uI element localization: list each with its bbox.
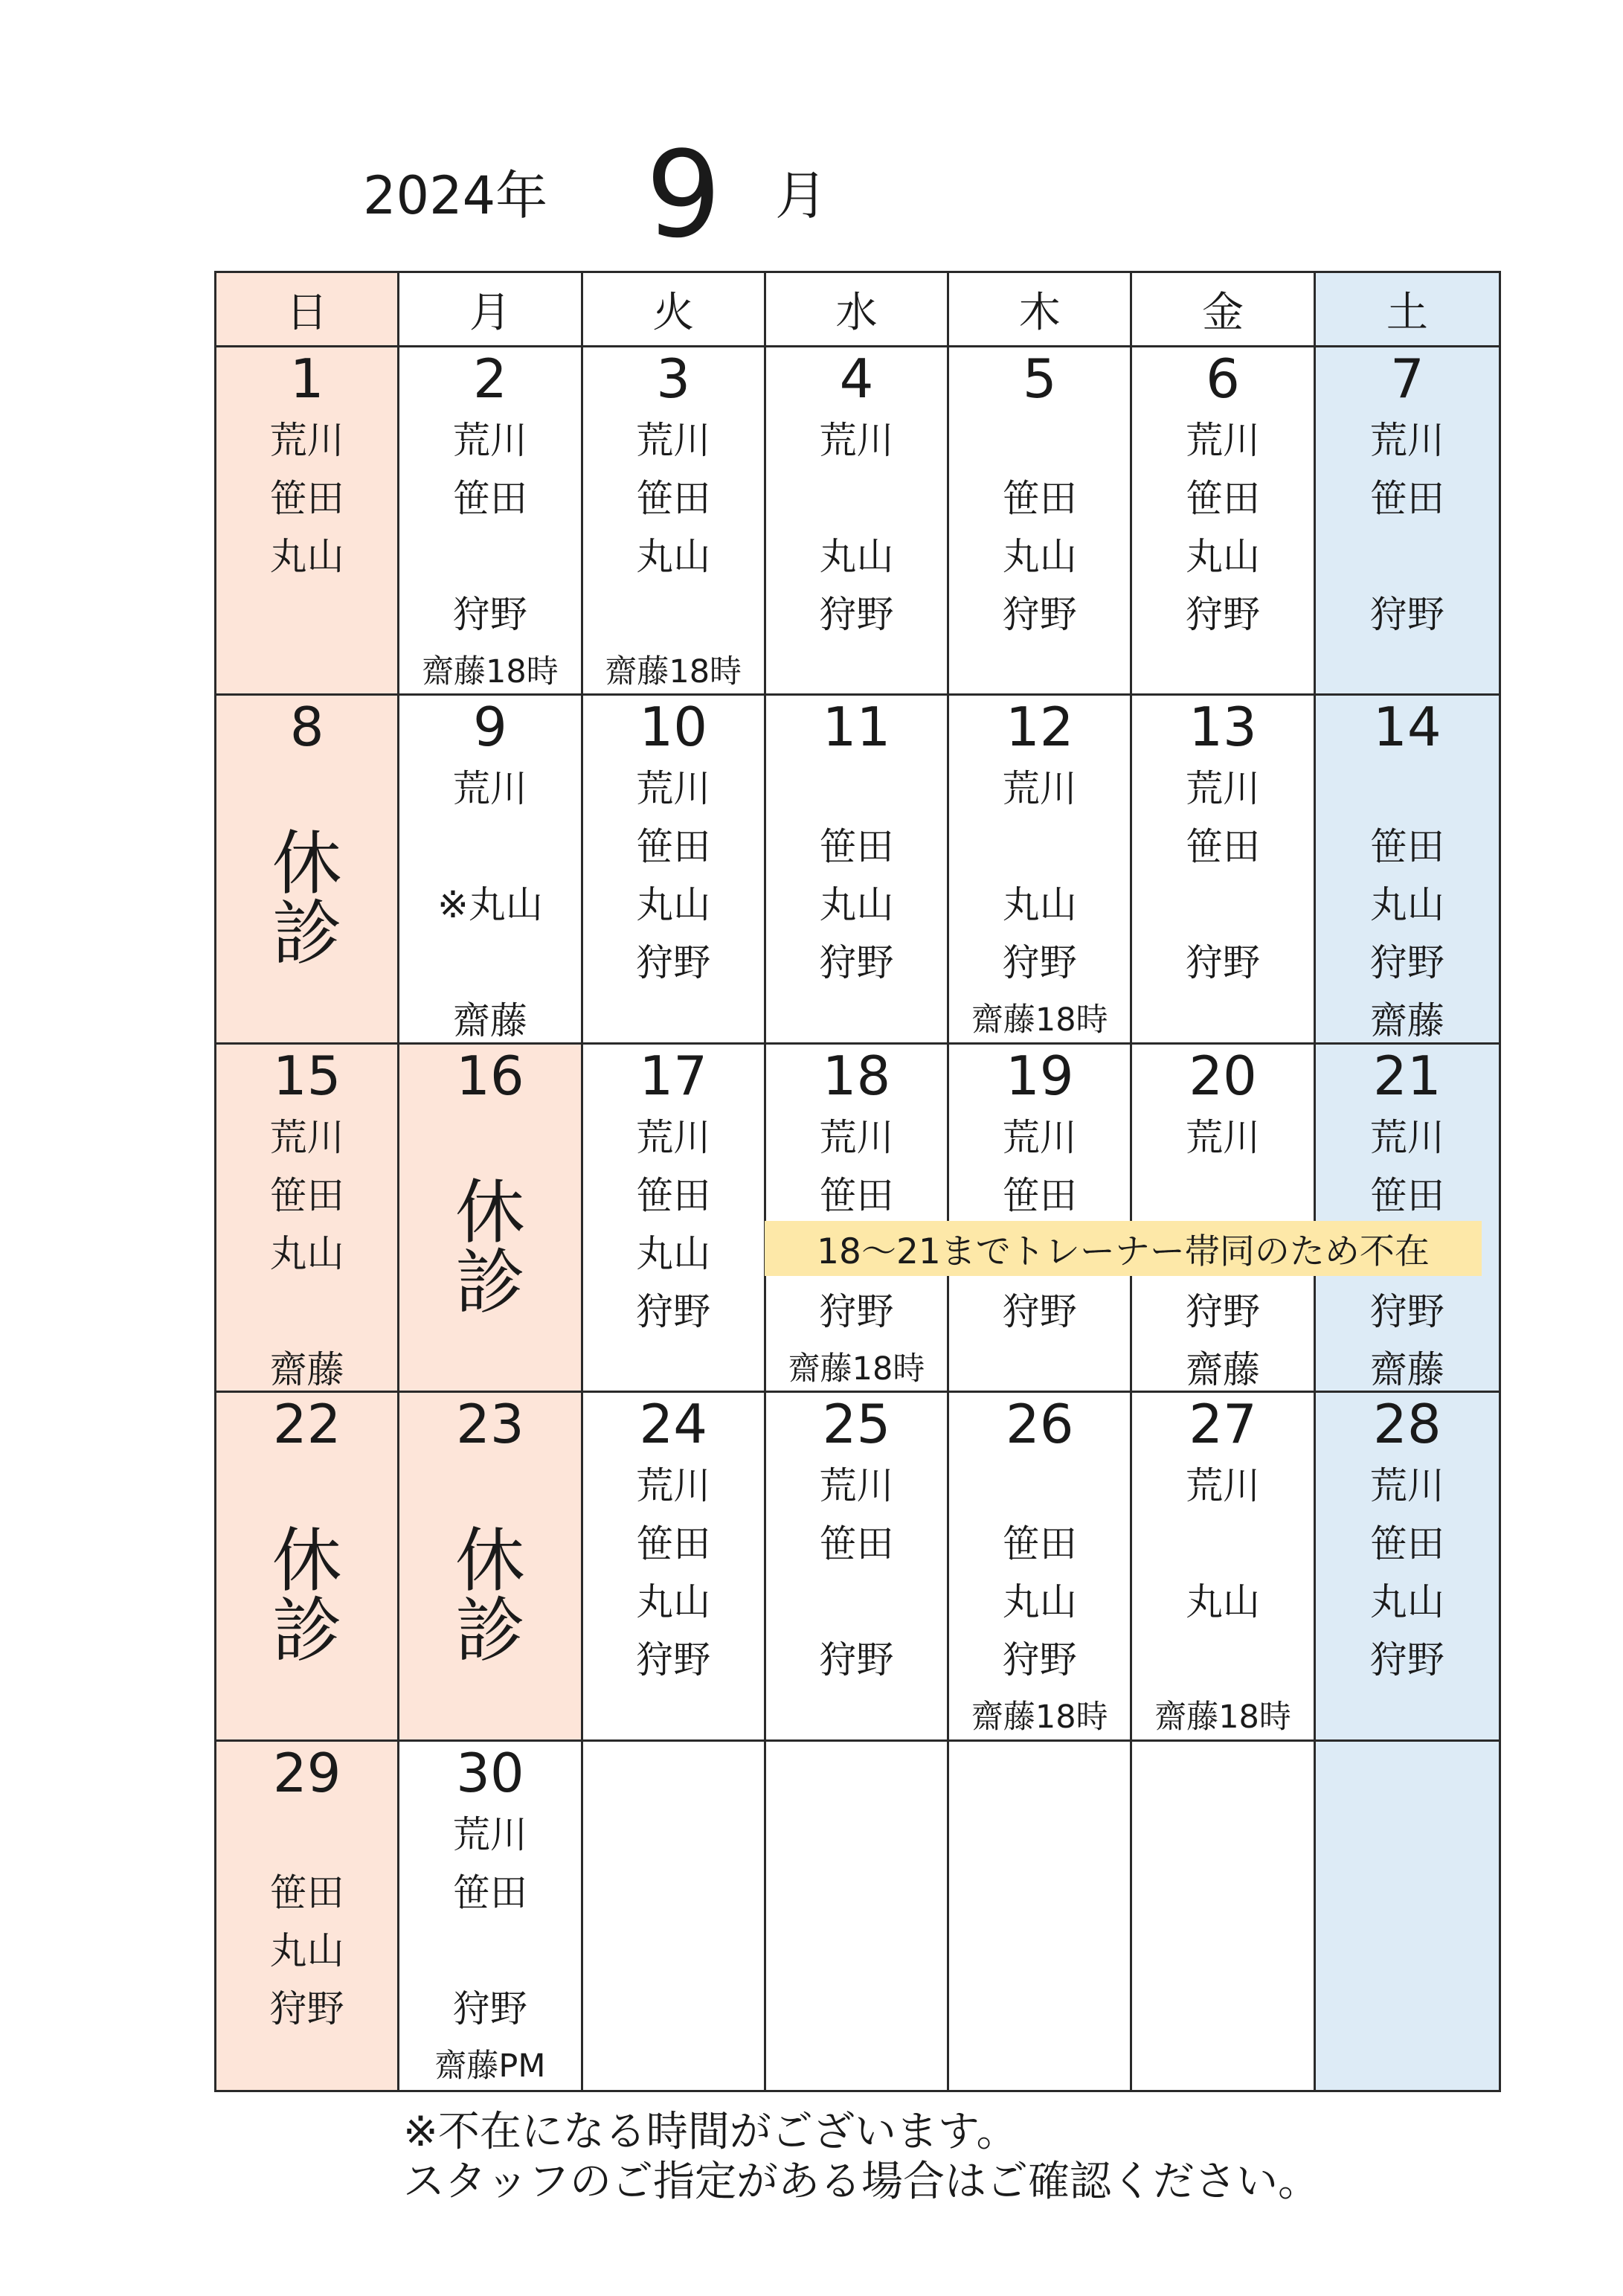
closed-label-char: 診 (454, 1591, 525, 1673)
title-year: 2024年 (363, 165, 548, 226)
staff-entry: 狩野 (1002, 1289, 1077, 1333)
staff-entry: 齋藤18時 (788, 1350, 925, 1388)
staff-entry: 丸山 (1002, 1580, 1077, 1624)
staff-entry: 笹田 (1002, 1173, 1077, 1217)
staff-entry: 狩野 (1002, 593, 1077, 636)
staff-entry: 荒川 (819, 1464, 894, 1508)
day-cell-21 (1316, 1045, 1499, 1393)
staff-entry: 笹田 (452, 477, 527, 520)
staff-entry: 荒川 (1186, 767, 1261, 811)
day-cell-25 (766, 1393, 949, 1741)
staff-entry: 狩野 (1002, 941, 1077, 985)
day-cell-30 (399, 1742, 582, 2090)
closed-label (399, 1172, 580, 1324)
staff-entry: 笹田 (1369, 477, 1444, 520)
day-cell-24 (583, 1393, 766, 1741)
day-number: 5 (1022, 347, 1057, 410)
day-cell-12 (949, 696, 1132, 1044)
closed-label (399, 1521, 580, 1673)
day-cell-9 (399, 696, 582, 1044)
staff-entry: 狩野 (819, 1638, 894, 1682)
day-number: 28 (1373, 1393, 1442, 1456)
day-cell-20 (1132, 1045, 1315, 1393)
staff-entry: 荒川 (269, 419, 344, 462)
day-number: 25 (822, 1393, 891, 1456)
staff-entry: 笹田 (269, 477, 344, 520)
day-cell-7 (1316, 347, 1499, 696)
day-cell-18 (766, 1045, 949, 1393)
staff-entry: 荒川 (1186, 1464, 1261, 1508)
staff-entry: 笹田 (819, 1173, 894, 1217)
weekday-header-fri: 金 (1132, 273, 1315, 347)
empty-cell (949, 1742, 1132, 2090)
staff-entry: 笹田 (819, 1522, 894, 1566)
staff-entry: 荒川 (636, 1464, 711, 1508)
weekday-header-tue: 火 (583, 273, 766, 347)
day-number: 15 (272, 1044, 341, 1107)
staff-entry: 笹田 (819, 825, 894, 869)
staff-entry: 荒川 (452, 419, 527, 462)
staff-entry: 狩野 (269, 1986, 344, 2030)
staff-entry: ※丸山 (437, 883, 543, 927)
staff-entry: 荒川 (1002, 767, 1077, 811)
day-cell-8 (216, 696, 399, 1044)
day-number: 27 (1189, 1393, 1257, 1456)
closed-label-char: 休 (271, 824, 342, 905)
footer-note-1: ※不在になる時間がございます。 (403, 2108, 1018, 2156)
staff-entry: 荒川 (636, 1115, 711, 1159)
day-number: 29 (272, 1741, 341, 1804)
day-number: 10 (639, 696, 708, 759)
staff-entry: 齋藤 (1186, 1347, 1261, 1391)
staff-entry: 荒川 (1369, 1464, 1444, 1508)
staff-entry: 笹田 (1369, 825, 1444, 869)
staff-entry: 狩野 (636, 941, 711, 985)
staff-entry: 丸山 (636, 535, 711, 578)
staff-entry: 荒川 (1369, 1115, 1444, 1159)
title-month: 9 (646, 125, 721, 264)
day-number: 19 (1005, 1044, 1074, 1107)
closed-label-char: 休 (454, 1172, 525, 1254)
day-cell-23 (399, 1393, 582, 1741)
staff-entry: 狩野 (1369, 593, 1444, 636)
day-cell-5 (949, 347, 1132, 696)
day-cell-4 (766, 347, 949, 696)
closed-label-char: 診 (271, 1591, 342, 1673)
day-cell-14 (1316, 696, 1499, 1044)
staff-entry: 笹田 (452, 1870, 527, 1914)
day-cell-13 (1132, 696, 1315, 1044)
day-cell-22 (216, 1393, 399, 1741)
day-number: 3 (656, 347, 691, 410)
closed-label-char: 診 (454, 1242, 525, 1324)
staff-entry: 丸山 (819, 535, 894, 578)
staff-entry: 丸山 (636, 1231, 711, 1275)
day-number: 8 (289, 696, 324, 759)
staff-entry: 丸山 (636, 883, 711, 927)
staff-entry: 荒川 (269, 1115, 344, 1159)
staff-entry: 丸山 (819, 883, 894, 927)
empty-cell (766, 1742, 949, 2090)
staff-entry: 狩野 (1369, 1638, 1444, 1682)
staff-entry: 狩野 (1002, 1638, 1077, 1682)
day-number: 17 (639, 1044, 708, 1107)
day-cell-15 (216, 1045, 399, 1393)
weekday-header-sun: 日 (216, 273, 399, 347)
staff-entry: 丸山 (269, 1928, 344, 1972)
staff-entry: 荒川 (636, 767, 711, 811)
staff-entry: 丸山 (1002, 535, 1077, 578)
footer-note-2: スタッフのご指定がある場合はご確認ください。 (403, 2158, 1320, 2207)
staff-entry: 笹田 (636, 477, 711, 520)
staff-entry: 狩野 (1186, 941, 1261, 985)
staff-entry: 狩野 (819, 1289, 894, 1333)
day-number: 23 (456, 1393, 524, 1456)
staff-entry: 丸山 (1002, 883, 1077, 927)
day-number: 21 (1373, 1044, 1442, 1107)
day-cell-11 (766, 696, 949, 1044)
closed-label-char: 診 (271, 894, 342, 975)
day-number: 12 (1005, 696, 1074, 759)
staff-entry: 荒川 (819, 1115, 894, 1159)
staff-entry: 丸山 (1186, 535, 1261, 578)
staff-entry: 丸山 (269, 1231, 344, 1275)
day-cell-27 (1132, 1393, 1315, 1741)
staff-entry: 荒川 (1369, 419, 1444, 462)
staff-entry: 荒川 (1186, 419, 1261, 462)
day-cell-19 (949, 1045, 1132, 1393)
weekday-header-wed: 水 (766, 273, 949, 347)
day-number: 7 (1389, 347, 1424, 410)
day-cell-2 (399, 347, 582, 696)
day-number: 2 (473, 347, 507, 410)
weekday-header-thu: 木 (949, 273, 1132, 347)
staff-entry: 齋藤 (452, 999, 527, 1043)
staff-entry: 齋藤18時 (971, 1699, 1108, 1737)
title-month-suffix: 月 (775, 165, 827, 226)
empty-cell (1132, 1742, 1315, 2090)
weekday-header-sat: 土 (1316, 273, 1499, 347)
footer-notes (403, 2107, 1320, 2207)
staff-entry: 笹田 (636, 1173, 711, 1217)
staff-entry: 齋藤 (269, 1347, 344, 1391)
staff-entry: 笹田 (1186, 477, 1261, 520)
staff-entry: 齋藤18時 (422, 653, 559, 690)
day-number: 18 (822, 1044, 891, 1107)
staff-entry: 齋藤 (1369, 1347, 1444, 1391)
day-number: 9 (473, 696, 507, 759)
day-number: 30 (456, 1741, 524, 1804)
staff-entry: 齋藤18時 (971, 1001, 1108, 1039)
staff-entry: 狩野 (1369, 941, 1444, 985)
staff-entry: 丸山 (1186, 1580, 1261, 1624)
staff-entry: 狩野 (452, 593, 527, 636)
day-cell-28 (1316, 1393, 1499, 1741)
closed-label-char: 休 (271, 1521, 342, 1603)
day-number: 20 (1189, 1044, 1257, 1107)
closed-label (216, 824, 397, 975)
day-number: 4 (839, 347, 874, 410)
day-number: 11 (822, 696, 891, 759)
day-cell-10 (583, 696, 766, 1044)
staff-entry: 丸山 (636, 1580, 711, 1624)
staff-entry: 荒川 (452, 767, 527, 811)
closed-label-char: 休 (454, 1521, 525, 1603)
empty-cell (583, 1742, 766, 2090)
staff-entry: 笹田 (1369, 1522, 1444, 1566)
staff-entry: 狩野 (819, 593, 894, 636)
staff-entry: 狩野 (1369, 1289, 1444, 1333)
day-cell-26 (949, 1393, 1132, 1741)
day-number: 24 (639, 1393, 708, 1456)
staff-entry: 丸山 (1369, 1580, 1444, 1624)
staff-entry: 荒川 (1002, 1115, 1077, 1159)
staff-entry: 笹田 (1002, 477, 1077, 520)
staff-entry: 狩野 (1186, 593, 1261, 636)
staff-entry: 荒川 (452, 1812, 527, 1856)
staff-entry: 笹田 (269, 1870, 344, 1914)
staff-entry: 荒川 (636, 419, 711, 462)
closed-label (216, 1521, 397, 1673)
day-cell-16 (399, 1045, 582, 1393)
day-number: 26 (1005, 1393, 1074, 1456)
day-cell-1 (216, 347, 399, 696)
staff-entry: 狩野 (452, 1986, 527, 2030)
staff-entry: 狩野 (819, 941, 894, 985)
day-number: 16 (456, 1044, 524, 1107)
staff-entry: 丸山 (1369, 883, 1444, 927)
day-number: 22 (272, 1393, 341, 1456)
day-number: 1 (289, 347, 324, 410)
staff-entry: 笹田 (1369, 1173, 1444, 1217)
staff-entry: 荒川 (819, 419, 894, 462)
staff-entry: 丸山 (269, 535, 344, 578)
staff-entry: 狩野 (1186, 1289, 1261, 1333)
staff-entry: 狩野 (636, 1289, 711, 1333)
day-cell-17 (583, 1045, 766, 1393)
staff-entry: 齋藤 (1369, 999, 1444, 1043)
weekday-header-mon: 月 (399, 273, 582, 347)
day-number: 6 (1206, 347, 1240, 410)
empty-cell (1316, 1742, 1499, 2090)
staff-entry: 齋藤18時 (605, 653, 742, 690)
staff-entry: 齋藤18時 (1154, 1699, 1291, 1737)
day-number: 14 (1373, 696, 1442, 759)
day-number: 13 (1189, 696, 1257, 759)
staff-entry: 荒川 (1186, 1115, 1261, 1159)
day-cell-29 (216, 1742, 399, 2090)
trainer-absence-banner: 18～21までトレーナー帯同のため不在 (765, 1221, 1482, 1276)
staff-entry: 笹田 (636, 1522, 711, 1566)
staff-entry: 笹田 (1002, 1522, 1077, 1566)
staff-entry: 笹田 (269, 1173, 344, 1217)
staff-entry: 狩野 (636, 1638, 711, 1682)
calendar-grid (214, 271, 1501, 2092)
staff-entry: 齋藤PM (434, 2047, 546, 2085)
staff-entry: 笹田 (636, 825, 711, 869)
calendar-title (0, 119, 1623, 268)
day-cell-6 (1132, 347, 1315, 696)
day-cell-3 (583, 347, 766, 696)
staff-entry: 笹田 (1186, 825, 1261, 869)
